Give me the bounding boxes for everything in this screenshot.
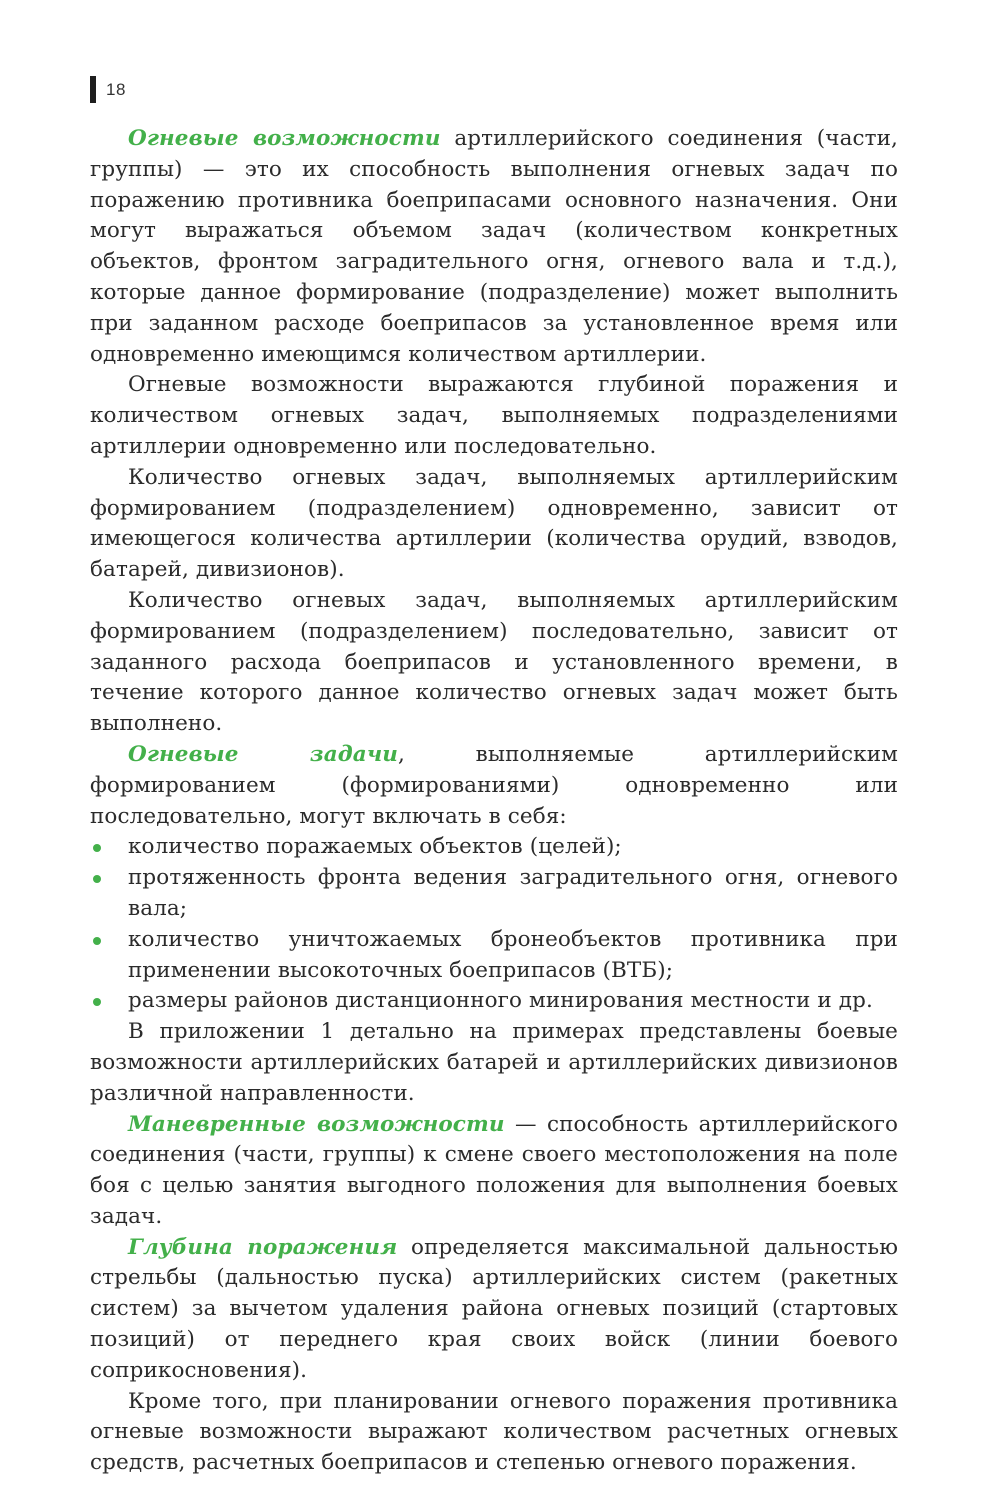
list-item	[90, 925, 898, 987]
paragraph-text: , выполняемые артиллерийским формированием (формированиями) одновременно или последовательно, могут включать в себя:	[90, 741, 898, 829]
page-number: 18	[106, 79, 126, 99]
term-maneuver-capabilities: Маневренные возможности	[128, 1111, 505, 1137]
paragraph-text: — способность артиллерийского соединения (части, группы) к смене своего местоположения на поле боя с целью занятия выгодного положения для выполнения боевых задач.	[90, 1111, 898, 1229]
paragraph-sequential-tasks	[90, 586, 898, 740]
page-body	[90, 124, 898, 1479]
page-header	[90, 76, 126, 103]
list-item	[90, 986, 898, 1017]
paragraph-fire-tasks	[90, 740, 898, 832]
bullet-icon	[93, 844, 101, 852]
list-item-text: размеры районов дистанционного минирования местности и др.	[128, 988, 873, 1014]
paragraph-fire-capabilities	[90, 124, 898, 370]
term-fire-capabilities: Огневые возможности	[128, 126, 441, 151]
bullet-icon	[93, 937, 101, 945]
paragraph-text: В приложении 1 детально на примерах представлены боевые возможности артиллерийских батарей и артиллерийских дивизионов различной направленности.	[90, 1019, 898, 1106]
fire-tasks-list	[90, 832, 898, 1017]
paragraph-text: артиллерийского соединения (части, группы) — это их способность выполнения огневых задач по поражению противника боеприпасами основного назначения. Они могут выражаться объемом задач (количеством конкретных объектов, фронтом заградительного огня, огневого вала и т.д.), которые данное формирование (подразделение) может выполнить при заданном расходе боеприпасов за установленное время или одновременно имеющимся количеством артиллерии.	[90, 126, 898, 367]
bullet-icon	[93, 875, 101, 883]
paragraph-planning	[90, 1387, 898, 1479]
bullet-icon	[93, 998, 101, 1006]
paragraph-depth-of-fire	[90, 1233, 898, 1387]
list-item-text: протяженность фронта ведения заградительного огня, огневого вала;	[128, 865, 898, 921]
paragraph-text: определяется максимальной дальностью стрельбы (дальностью пуска) артиллерийских систем (ракетных систем) за вычетом удаления района огневых позиций (стартовых позиций) от переднего края своих войск (линии боевого соприкосновения).	[90, 1234, 899, 1383]
list-item-text: количество уничтожаемых бронеобъектов противника при применении высокоточных боеприпасов (ВТБ);	[128, 926, 898, 983]
paragraph-appendix-reference	[90, 1017, 898, 1109]
paragraph-text: Количество огневых задач, выполняемых артиллерийским формированием (подразделением) последовательно, зависит от заданного расхода боеприпасов и установленного времени, в течение которого данное количество огневых задач может быть выполнено.	[90, 587, 898, 737]
header-bar	[90, 76, 96, 103]
paragraph-text: Количество огневых задач, выполняемых артиллерийским формированием (подразделением) одновременно, зависит от имеющегося количества артиллерии (количества орудий, взводов, батарей, дивизионов).	[90, 464, 898, 583]
term-depth-of-fire: Глубина поражения	[128, 1234, 398, 1260]
list-item	[90, 832, 898, 863]
paragraph-fire-capabilities-expression	[90, 370, 898, 462]
list-item-text: количество поражаемых объектов (целей);	[128, 834, 622, 860]
list-item	[90, 863, 898, 925]
paragraph-text: Кроме того, при планировании огневого поражения противника огневые возможности выражают количеством расчетных огневых средств, расчетных боеприпасов и степенью огневого поражения.	[90, 1388, 898, 1476]
term-fire-tasks: Огневые задачи	[128, 741, 399, 767]
paragraph-simultaneous-tasks	[90, 463, 898, 586]
paragraph-maneuver-capabilities	[90, 1110, 898, 1233]
paragraph-text: Огневые возможности выражаются глубиной поражения и количеством огневых задач, выполняемых подразделениями артиллерии одновременно или последовательно.	[90, 372, 898, 459]
